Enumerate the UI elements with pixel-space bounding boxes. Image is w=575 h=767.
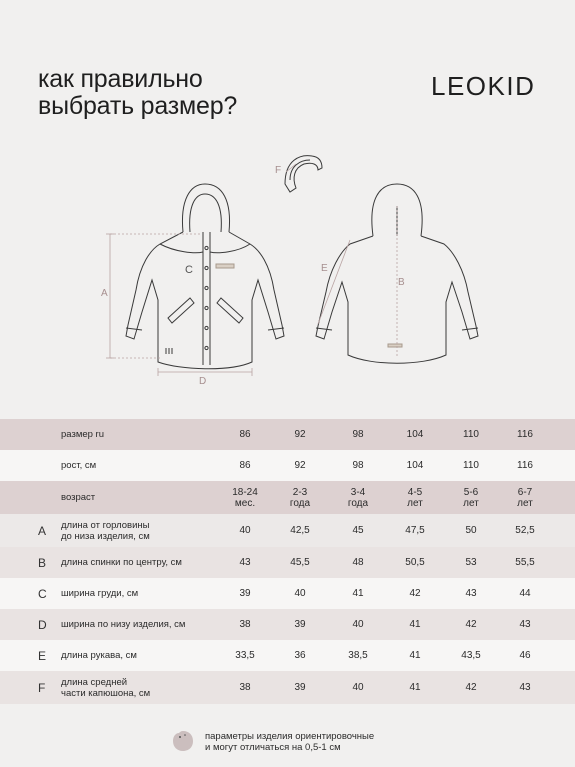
table-cell: 98	[352, 429, 364, 440]
note-line-1: параметры изделия ориентировочные	[205, 731, 375, 742]
table-cell: 50	[465, 525, 477, 536]
brand-logo: LEOKID	[431, 71, 536, 101]
table-cell: 44	[519, 588, 531, 599]
table-row	[0, 547, 575, 578]
table-cell: 45,5	[290, 557, 310, 568]
row-label: длина от горловины до низа изделия, см	[61, 519, 150, 542]
table-cell: 39	[294, 619, 306, 630]
table-cell: 52,5	[515, 525, 535, 536]
table-cell: 53	[465, 557, 477, 568]
title-line-2: выбрать размер?	[38, 92, 238, 120]
row-letter: D	[38, 617, 47, 632]
table-cell: 55,5	[515, 557, 535, 568]
measure-label-b: B	[398, 277, 405, 288]
table-cell: 40	[294, 588, 306, 599]
table-cell: 42,5	[290, 525, 310, 536]
table-cell: 40	[239, 525, 251, 536]
measure-label-f: F	[275, 165, 282, 176]
table-cell: 39	[294, 682, 306, 693]
table-cell: 47,5	[405, 525, 425, 536]
measure-label-d: D	[199, 376, 207, 387]
row-label: рост, см	[61, 460, 97, 471]
row-label: ширина груди, см	[61, 588, 139, 599]
table-cell: 45	[352, 525, 364, 536]
table-cell: 98	[352, 460, 364, 471]
table-cell: 116	[517, 429, 533, 440]
blob-icon	[171, 729, 195, 753]
table-cell: 42	[409, 588, 421, 599]
table-cell: 36	[294, 650, 306, 661]
table-cell: 116	[517, 460, 533, 471]
measure-label-a: A	[101, 288, 108, 299]
row-letter: F	[38, 680, 46, 695]
measure-label-e: E	[321, 263, 328, 274]
hood-drawing	[285, 156, 322, 192]
table-cell: 40	[352, 619, 364, 630]
row-label: длина средней части капюшона, см	[61, 676, 151, 699]
table-cell: 5-6 лет	[463, 486, 479, 509]
table-row	[0, 671, 575, 704]
table-cell: 41	[409, 682, 421, 693]
table-row	[0, 609, 575, 640]
note-line-2: и могут отличаться на 0,5-1 см	[205, 742, 341, 753]
table-cell: 50,5	[405, 557, 425, 568]
table-cell: 38,5	[348, 650, 368, 661]
table-cell: 43	[465, 588, 477, 599]
disclaimer-note	[205, 731, 374, 753]
table-cell: 3-4 года	[347, 486, 369, 509]
page-title	[38, 66, 237, 120]
table-cell: 92	[294, 429, 306, 440]
table-cell: 18-24 мес.	[232, 486, 258, 509]
row-letter: E	[38, 648, 47, 663]
table-cell: 104	[406, 429, 424, 440]
table-cell: 33,5	[235, 650, 255, 661]
table-cell: 42	[465, 682, 477, 693]
table-cell: 38	[239, 619, 251, 630]
row-label: ширина по низу изделия, см	[61, 619, 186, 630]
row-label: возраст	[61, 492, 96, 503]
row-letter: C	[38, 586, 47, 601]
table-cell: 43,5	[461, 650, 481, 661]
table-cell: 40	[352, 682, 364, 693]
table-cell: 86	[239, 429, 251, 440]
table-cell: 38	[239, 682, 251, 693]
table-row	[0, 578, 575, 609]
table-cell: 43	[239, 557, 251, 568]
measure-label-c: C	[185, 264, 193, 276]
row-letter: A	[38, 523, 47, 538]
table-cell: 2-3 года	[289, 486, 311, 509]
table-cell: 86	[239, 460, 251, 471]
table-cell: 42	[465, 619, 477, 630]
table-row	[0, 419, 575, 450]
jacket-illustration	[0, 140, 575, 400]
table-cell: 104	[406, 460, 424, 471]
row-label: длина спинки по центру, см	[61, 557, 182, 568]
table-row	[0, 450, 575, 481]
size-table	[0, 419, 575, 704]
table-cell: 41	[352, 588, 364, 599]
table-cell: 43	[519, 619, 531, 630]
table-cell: 48	[352, 557, 364, 568]
table-cell: 46	[519, 650, 531, 661]
table-cell: 110	[463, 460, 479, 471]
front-jacket-drawing	[126, 184, 284, 369]
table-cell: 4-5 лет	[407, 486, 423, 509]
title-line-1: как правильно	[38, 65, 203, 93]
table-row	[0, 640, 575, 671]
table-cell: 41	[409, 619, 421, 630]
table-cell: 92	[294, 460, 306, 471]
table-cell: 39	[239, 588, 251, 599]
row-label: длина рукава, см	[61, 650, 137, 661]
row-letter: B	[38, 555, 47, 570]
table-cell: 6-7 лет	[517, 486, 533, 509]
table-cell: 41	[409, 650, 421, 661]
table-cell: 43	[519, 682, 531, 693]
row-label: размер ru	[61, 429, 105, 440]
table-row	[0, 481, 575, 514]
table-cell: 110	[463, 429, 479, 440]
table-row	[0, 514, 575, 547]
